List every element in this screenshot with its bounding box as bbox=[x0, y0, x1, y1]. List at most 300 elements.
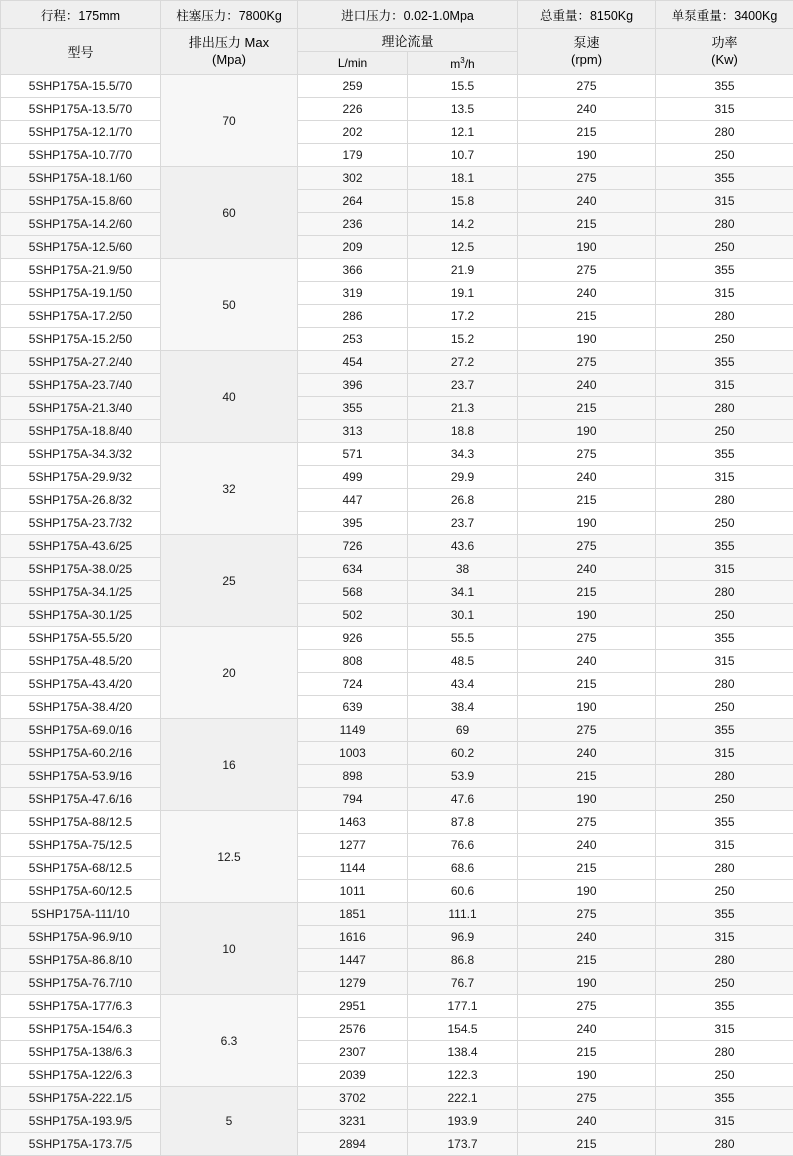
cell-flow-lmin: 2039 bbox=[298, 1064, 408, 1087]
table-row bbox=[1, 903, 793, 926]
cell-flow-m3h: 111.1 bbox=[408, 903, 518, 926]
cell-power: 355 bbox=[656, 351, 793, 374]
cell-power: 250 bbox=[656, 236, 793, 259]
column-header-pressure-max bbox=[161, 29, 298, 75]
cell-power: 315 bbox=[656, 1110, 793, 1133]
table-row bbox=[1, 788, 793, 811]
cell-flow-lmin: 2307 bbox=[298, 1041, 408, 1064]
column-header-pressure-max-line1: 排出压力 Max bbox=[161, 35, 297, 51]
cell-speed: 275 bbox=[518, 535, 656, 558]
table-row bbox=[1, 466, 793, 489]
cell-power: 250 bbox=[656, 604, 793, 627]
cell-power: 250 bbox=[656, 144, 793, 167]
cell-speed: 215 bbox=[518, 1133, 656, 1156]
cell-power: 315 bbox=[656, 834, 793, 857]
cell-model: 5SHP175A-53.9/16 bbox=[1, 765, 161, 788]
cell-power: 315 bbox=[656, 650, 793, 673]
cell-flow-m3h: 13.5 bbox=[408, 98, 518, 121]
column-header-flow-m3h bbox=[408, 52, 518, 75]
cell-speed: 240 bbox=[518, 374, 656, 397]
cell-power: 250 bbox=[656, 420, 793, 443]
cell-pressure-max: 40 bbox=[161, 351, 298, 443]
cell-flow-lmin: 1149 bbox=[298, 719, 408, 742]
cell-speed: 275 bbox=[518, 259, 656, 282]
cell-power: 250 bbox=[656, 972, 793, 995]
cell-model: 5SHP175A-69.0/16 bbox=[1, 719, 161, 742]
header-info-cell-2 bbox=[298, 1, 518, 29]
cell-flow-m3h: 43.4 bbox=[408, 673, 518, 696]
cell-flow-m3h: 55.5 bbox=[408, 627, 518, 650]
cell-speed: 275 bbox=[518, 1087, 656, 1110]
cell-speed: 215 bbox=[518, 673, 656, 696]
table-row bbox=[1, 75, 793, 98]
cell-speed: 215 bbox=[518, 397, 656, 420]
cell-speed: 240 bbox=[518, 742, 656, 765]
cell-flow-lmin: 808 bbox=[298, 650, 408, 673]
cell-flow-m3h: 193.9 bbox=[408, 1110, 518, 1133]
cell-flow-m3h: 21.9 bbox=[408, 259, 518, 282]
cell-speed: 190 bbox=[518, 972, 656, 995]
cell-flow-lmin: 1616 bbox=[298, 926, 408, 949]
cell-pressure-max: 50 bbox=[161, 259, 298, 351]
cell-model: 5SHP175A-14.2/60 bbox=[1, 213, 161, 236]
header-info-value-2: 0.02-1.0Mpa bbox=[404, 9, 474, 23]
cell-power: 355 bbox=[656, 995, 793, 1018]
cell-flow-lmin: 236 bbox=[298, 213, 408, 236]
cell-model: 5SHP175A-88/12.5 bbox=[1, 811, 161, 834]
cell-flow-lmin: 1144 bbox=[298, 857, 408, 880]
cell-speed: 215 bbox=[518, 121, 656, 144]
cell-speed: 190 bbox=[518, 604, 656, 627]
table-row bbox=[1, 443, 793, 466]
cell-flow-lmin: 926 bbox=[298, 627, 408, 650]
cell-power: 280 bbox=[656, 305, 793, 328]
cell-model: 5SHP175A-222.1/5 bbox=[1, 1087, 161, 1110]
cell-flow-lmin: 1279 bbox=[298, 972, 408, 995]
table-row bbox=[1, 995, 793, 1018]
cell-model: 5SHP175A-21.3/40 bbox=[1, 397, 161, 420]
cell-speed: 215 bbox=[518, 1041, 656, 1064]
cell-flow-lmin: 447 bbox=[298, 489, 408, 512]
cell-flow-lmin: 1447 bbox=[298, 949, 408, 972]
cell-speed: 275 bbox=[518, 351, 656, 374]
cell-flow-lmin: 302 bbox=[298, 167, 408, 190]
table-row bbox=[1, 857, 793, 880]
cell-flow-m3h: 17.2 bbox=[408, 305, 518, 328]
table-row bbox=[1, 811, 793, 834]
cell-flow-lmin: 1011 bbox=[298, 880, 408, 903]
cell-power: 315 bbox=[656, 190, 793, 213]
cell-flow-m3h: 14.2 bbox=[408, 213, 518, 236]
cell-flow-m3h: 27.2 bbox=[408, 351, 518, 374]
cell-speed: 240 bbox=[518, 558, 656, 581]
cell-speed: 240 bbox=[518, 1110, 656, 1133]
table-row bbox=[1, 190, 793, 213]
cell-flow-m3h: 154.5 bbox=[408, 1018, 518, 1041]
table-row bbox=[1, 512, 793, 535]
cell-flow-lmin: 898 bbox=[298, 765, 408, 788]
cell-power: 355 bbox=[656, 811, 793, 834]
cell-pressure-max: 10 bbox=[161, 903, 298, 995]
cell-model: 5SHP175A-55.5/20 bbox=[1, 627, 161, 650]
table-row bbox=[1, 98, 793, 121]
cell-flow-lmin: 639 bbox=[298, 696, 408, 719]
table-row bbox=[1, 213, 793, 236]
cell-model: 5SHP175A-154/6.3 bbox=[1, 1018, 161, 1041]
cell-power: 355 bbox=[656, 167, 793, 190]
cell-flow-lmin: 395 bbox=[298, 512, 408, 535]
cell-flow-m3h: 23.7 bbox=[408, 512, 518, 535]
cell-flow-m3h: 69 bbox=[408, 719, 518, 742]
cell-speed: 240 bbox=[518, 98, 656, 121]
cell-model: 5SHP175A-111/10 bbox=[1, 903, 161, 926]
cell-flow-m3h: 15.8 bbox=[408, 190, 518, 213]
column-header-pressure-max-line2: (Mpa) bbox=[161, 52, 297, 68]
cell-power: 280 bbox=[656, 581, 793, 604]
header-info-cell-1 bbox=[161, 1, 298, 29]
table-row bbox=[1, 236, 793, 259]
table-row bbox=[1, 1041, 793, 1064]
cell-speed: 275 bbox=[518, 903, 656, 926]
table-row bbox=[1, 949, 793, 972]
cell-model: 5SHP175A-86.8/10 bbox=[1, 949, 161, 972]
cell-model: 5SHP175A-17.2/50 bbox=[1, 305, 161, 328]
table-row bbox=[1, 581, 793, 604]
header-info-text-3: 总重量： bbox=[540, 9, 590, 23]
cell-power: 250 bbox=[656, 328, 793, 351]
cell-flow-m3h: 26.8 bbox=[408, 489, 518, 512]
header-info-cell-3 bbox=[518, 1, 656, 29]
cell-power: 280 bbox=[656, 949, 793, 972]
cell-flow-m3h: 53.9 bbox=[408, 765, 518, 788]
cell-model: 5SHP175A-12.1/70 bbox=[1, 121, 161, 144]
cell-power: 315 bbox=[656, 742, 793, 765]
cell-model: 5SHP175A-122/6.3 bbox=[1, 1064, 161, 1087]
cell-flow-lmin: 3231 bbox=[298, 1110, 408, 1133]
cell-flow-m3h: 12.1 bbox=[408, 121, 518, 144]
cell-pressure-max: 5 bbox=[161, 1087, 298, 1156]
cell-speed: 240 bbox=[518, 190, 656, 213]
cell-flow-m3h: 122.3 bbox=[408, 1064, 518, 1087]
cell-power: 355 bbox=[656, 1087, 793, 1110]
header-info-value-4: 3400Kg bbox=[734, 9, 777, 23]
cell-flow-m3h: 173.7 bbox=[408, 1133, 518, 1156]
cell-speed: 190 bbox=[518, 880, 656, 903]
cell-flow-lmin: 259 bbox=[298, 75, 408, 98]
column-header-power-line1: 功率 bbox=[656, 35, 793, 51]
cell-flow-m3h: 48.5 bbox=[408, 650, 518, 673]
table-row bbox=[1, 420, 793, 443]
cell-flow-lmin: 2951 bbox=[298, 995, 408, 1018]
cell-power: 355 bbox=[656, 259, 793, 282]
header-info-cell-0 bbox=[1, 1, 161, 29]
cell-speed: 240 bbox=[518, 926, 656, 949]
cell-speed: 215 bbox=[518, 765, 656, 788]
table-row bbox=[1, 765, 793, 788]
table-row bbox=[1, 604, 793, 627]
cell-pressure-max: 60 bbox=[161, 167, 298, 259]
cell-flow-m3h: 23.7 bbox=[408, 374, 518, 397]
cell-model: 5SHP175A-27.2/40 bbox=[1, 351, 161, 374]
cell-power: 280 bbox=[656, 1041, 793, 1064]
cell-flow-m3h: 18.1 bbox=[408, 167, 518, 190]
flow-unit-per-hour: /h bbox=[465, 57, 475, 71]
cell-model: 5SHP175A-21.9/50 bbox=[1, 259, 161, 282]
cell-power: 250 bbox=[656, 1064, 793, 1087]
cell-pressure-max: 70 bbox=[161, 75, 298, 167]
cell-speed: 190 bbox=[518, 1064, 656, 1087]
column-header-power-line2: (Kw) bbox=[656, 52, 793, 68]
cell-power: 280 bbox=[656, 765, 793, 788]
flow-unit-m: m bbox=[450, 57, 460, 71]
cell-speed: 215 bbox=[518, 489, 656, 512]
table-row bbox=[1, 121, 793, 144]
cell-flow-lmin: 454 bbox=[298, 351, 408, 374]
cell-flow-lmin: 264 bbox=[298, 190, 408, 213]
header-info-text-1: 柱塞压力： bbox=[176, 9, 239, 23]
column-header-flow: 理论流量 bbox=[298, 29, 518, 52]
cell-speed: 240 bbox=[518, 1018, 656, 1041]
cell-speed: 190 bbox=[518, 144, 656, 167]
cell-flow-lmin: 179 bbox=[298, 144, 408, 167]
cell-pressure-max: 6.3 bbox=[161, 995, 298, 1087]
cell-flow-m3h: 19.1 bbox=[408, 282, 518, 305]
cell-flow-m3h: 38.4 bbox=[408, 696, 518, 719]
cell-flow-m3h: 87.8 bbox=[408, 811, 518, 834]
cell-speed: 190 bbox=[518, 328, 656, 351]
cell-flow-lmin: 726 bbox=[298, 535, 408, 558]
column-header-speed-line1: 泵速 bbox=[518, 35, 655, 51]
cell-flow-m3h: 10.7 bbox=[408, 144, 518, 167]
table-row bbox=[1, 650, 793, 673]
cell-flow-lmin: 2894 bbox=[298, 1133, 408, 1156]
cell-model: 5SHP175A-12.5/60 bbox=[1, 236, 161, 259]
table-row bbox=[1, 1064, 793, 1087]
cell-model: 5SHP175A-10.7/70 bbox=[1, 144, 161, 167]
header-info-text-4: 单泵重量： bbox=[672, 9, 735, 23]
cell-flow-lmin: 1851 bbox=[298, 903, 408, 926]
header-info-value-3: 8150Kg bbox=[590, 9, 633, 23]
cell-flow-m3h: 96.9 bbox=[408, 926, 518, 949]
cell-speed: 190 bbox=[518, 696, 656, 719]
cell-power: 315 bbox=[656, 98, 793, 121]
cell-model: 5SHP175A-19.1/50 bbox=[1, 282, 161, 305]
cell-flow-m3h: 86.8 bbox=[408, 949, 518, 972]
cell-speed: 190 bbox=[518, 420, 656, 443]
cell-flow-m3h: 60.6 bbox=[408, 880, 518, 903]
cell-power: 315 bbox=[656, 558, 793, 581]
cell-power: 355 bbox=[656, 719, 793, 742]
cell-speed: 275 bbox=[518, 627, 656, 650]
cell-power: 315 bbox=[656, 282, 793, 305]
cell-flow-lmin: 502 bbox=[298, 604, 408, 627]
cell-model: 5SHP175A-138/6.3 bbox=[1, 1041, 161, 1064]
cell-speed: 190 bbox=[518, 788, 656, 811]
cell-model: 5SHP175A-173.7/5 bbox=[1, 1133, 161, 1156]
cell-speed: 190 bbox=[518, 236, 656, 259]
cell-power: 280 bbox=[656, 673, 793, 696]
cell-flow-lmin: 571 bbox=[298, 443, 408, 466]
cell-speed: 275 bbox=[518, 811, 656, 834]
cell-speed: 275 bbox=[518, 443, 656, 466]
cell-speed: 240 bbox=[518, 466, 656, 489]
cell-power: 315 bbox=[656, 466, 793, 489]
cell-flow-m3h: 177.1 bbox=[408, 995, 518, 1018]
cell-speed: 240 bbox=[518, 834, 656, 857]
column-header-power bbox=[656, 29, 793, 75]
table-row bbox=[1, 834, 793, 857]
table-row bbox=[1, 305, 793, 328]
cell-model: 5SHP175A-18.8/40 bbox=[1, 420, 161, 443]
cell-flow-lmin: 1277 bbox=[298, 834, 408, 857]
cell-flow-lmin: 1463 bbox=[298, 811, 408, 834]
cell-model: 5SHP175A-38.0/25 bbox=[1, 558, 161, 581]
table-row bbox=[1, 926, 793, 949]
table-row bbox=[1, 1018, 793, 1041]
cell-model: 5SHP175A-177/6.3 bbox=[1, 995, 161, 1018]
header-info-row bbox=[1, 1, 793, 29]
column-header-flow-lmin: L/min bbox=[298, 52, 408, 75]
cell-flow-m3h: 60.2 bbox=[408, 742, 518, 765]
cell-flow-m3h: 34.3 bbox=[408, 443, 518, 466]
table-row bbox=[1, 880, 793, 903]
header-info-value-0: 175mm bbox=[78, 9, 120, 23]
cell-speed: 275 bbox=[518, 719, 656, 742]
cell-power: 280 bbox=[656, 121, 793, 144]
table-row bbox=[1, 328, 793, 351]
table-row bbox=[1, 397, 793, 420]
cell-flow-lmin: 209 bbox=[298, 236, 408, 259]
table-row bbox=[1, 1087, 793, 1110]
cell-model: 5SHP175A-34.3/32 bbox=[1, 443, 161, 466]
cell-flow-lmin: 319 bbox=[298, 282, 408, 305]
table-row bbox=[1, 696, 793, 719]
table-row bbox=[1, 673, 793, 696]
cell-power: 355 bbox=[656, 443, 793, 466]
cell-flow-lmin: 1003 bbox=[298, 742, 408, 765]
cell-pressure-max: 12.5 bbox=[161, 811, 298, 903]
cell-flow-m3h: 34.1 bbox=[408, 581, 518, 604]
cell-speed: 215 bbox=[518, 581, 656, 604]
table-row bbox=[1, 1133, 793, 1156]
cell-flow-lmin: 634 bbox=[298, 558, 408, 581]
cell-flow-m3h: 15.5 bbox=[408, 75, 518, 98]
cell-pressure-max: 20 bbox=[161, 627, 298, 719]
cell-flow-m3h: 47.6 bbox=[408, 788, 518, 811]
cell-flow-m3h: 68.6 bbox=[408, 857, 518, 880]
cell-flow-lmin: 3702 bbox=[298, 1087, 408, 1110]
cell-flow-lmin: 202 bbox=[298, 121, 408, 144]
cell-model: 5SHP175A-15.5/70 bbox=[1, 75, 161, 98]
cell-flow-m3h: 12.5 bbox=[408, 236, 518, 259]
cell-flow-m3h: 76.6 bbox=[408, 834, 518, 857]
cell-model: 5SHP175A-43.4/20 bbox=[1, 673, 161, 696]
cell-speed: 215 bbox=[518, 949, 656, 972]
table-row bbox=[1, 144, 793, 167]
cell-power: 250 bbox=[656, 696, 793, 719]
cell-model: 5SHP175A-68/12.5 bbox=[1, 857, 161, 880]
cell-flow-lmin: 568 bbox=[298, 581, 408, 604]
cell-model: 5SHP175A-60/12.5 bbox=[1, 880, 161, 903]
cell-model: 5SHP175A-13.5/70 bbox=[1, 98, 161, 121]
cell-flow-lmin: 794 bbox=[298, 788, 408, 811]
cell-model: 5SHP175A-60.2/16 bbox=[1, 742, 161, 765]
cell-power: 250 bbox=[656, 788, 793, 811]
cell-power: 315 bbox=[656, 374, 793, 397]
cell-model: 5SHP175A-48.5/20 bbox=[1, 650, 161, 673]
cell-power: 250 bbox=[656, 880, 793, 903]
cell-speed: 240 bbox=[518, 282, 656, 305]
cell-model: 5SHP175A-75/12.5 bbox=[1, 834, 161, 857]
cell-power: 315 bbox=[656, 926, 793, 949]
cell-power: 280 bbox=[656, 213, 793, 236]
cell-flow-lmin: 366 bbox=[298, 259, 408, 282]
cell-model: 5SHP175A-29.9/32 bbox=[1, 466, 161, 489]
cell-model: 5SHP175A-193.9/5 bbox=[1, 1110, 161, 1133]
table-row bbox=[1, 719, 793, 742]
cell-power: 355 bbox=[656, 75, 793, 98]
table-header-row-1 bbox=[1, 29, 793, 52]
table-row bbox=[1, 259, 793, 282]
header-info-text-2: 进口压力： bbox=[341, 9, 404, 23]
cell-model: 5SHP175A-23.7/32 bbox=[1, 512, 161, 535]
cell-power: 280 bbox=[656, 397, 793, 420]
cell-speed: 215 bbox=[518, 305, 656, 328]
table-row bbox=[1, 351, 793, 374]
cell-flow-m3h: 76.7 bbox=[408, 972, 518, 995]
cell-speed: 190 bbox=[518, 512, 656, 535]
cell-speed: 215 bbox=[518, 213, 656, 236]
cell-pressure-max: 32 bbox=[161, 443, 298, 535]
table-row bbox=[1, 1110, 793, 1133]
cell-flow-m3h: 222.1 bbox=[408, 1087, 518, 1110]
cell-flow-lmin: 313 bbox=[298, 420, 408, 443]
cell-model: 5SHP175A-26.8/32 bbox=[1, 489, 161, 512]
table-row bbox=[1, 627, 793, 650]
cell-model: 5SHP175A-30.1/25 bbox=[1, 604, 161, 627]
cell-model: 5SHP175A-96.9/10 bbox=[1, 926, 161, 949]
cell-flow-lmin: 286 bbox=[298, 305, 408, 328]
table-row bbox=[1, 167, 793, 190]
header-info-text-0: 行程： bbox=[41, 9, 79, 23]
header-info-cell-4 bbox=[656, 1, 793, 29]
cell-power: 250 bbox=[656, 512, 793, 535]
cell-speed: 275 bbox=[518, 167, 656, 190]
cell-flow-lmin: 396 bbox=[298, 374, 408, 397]
header-info-value-1: 7800Kg bbox=[239, 9, 282, 23]
column-header-model: 型号 bbox=[1, 29, 161, 75]
cell-flow-m3h: 29.9 bbox=[408, 466, 518, 489]
column-header-speed bbox=[518, 29, 656, 75]
table-row bbox=[1, 558, 793, 581]
cell-power: 355 bbox=[656, 535, 793, 558]
cell-flow-lmin: 724 bbox=[298, 673, 408, 696]
cell-power: 280 bbox=[656, 489, 793, 512]
cell-model: 5SHP175A-38.4/20 bbox=[1, 696, 161, 719]
cell-model: 5SHP175A-47.6/16 bbox=[1, 788, 161, 811]
cell-flow-m3h: 30.1 bbox=[408, 604, 518, 627]
cell-speed: 275 bbox=[518, 75, 656, 98]
cell-flow-lmin: 226 bbox=[298, 98, 408, 121]
cell-model: 5SHP175A-43.6/25 bbox=[1, 535, 161, 558]
cell-flow-m3h: 138.4 bbox=[408, 1041, 518, 1064]
cell-model: 5SHP175A-76.7/10 bbox=[1, 972, 161, 995]
cell-pressure-max: 16 bbox=[161, 719, 298, 811]
cell-model: 5SHP175A-15.2/50 bbox=[1, 328, 161, 351]
cell-speed: 240 bbox=[518, 650, 656, 673]
table-row bbox=[1, 535, 793, 558]
cell-power: 280 bbox=[656, 857, 793, 880]
